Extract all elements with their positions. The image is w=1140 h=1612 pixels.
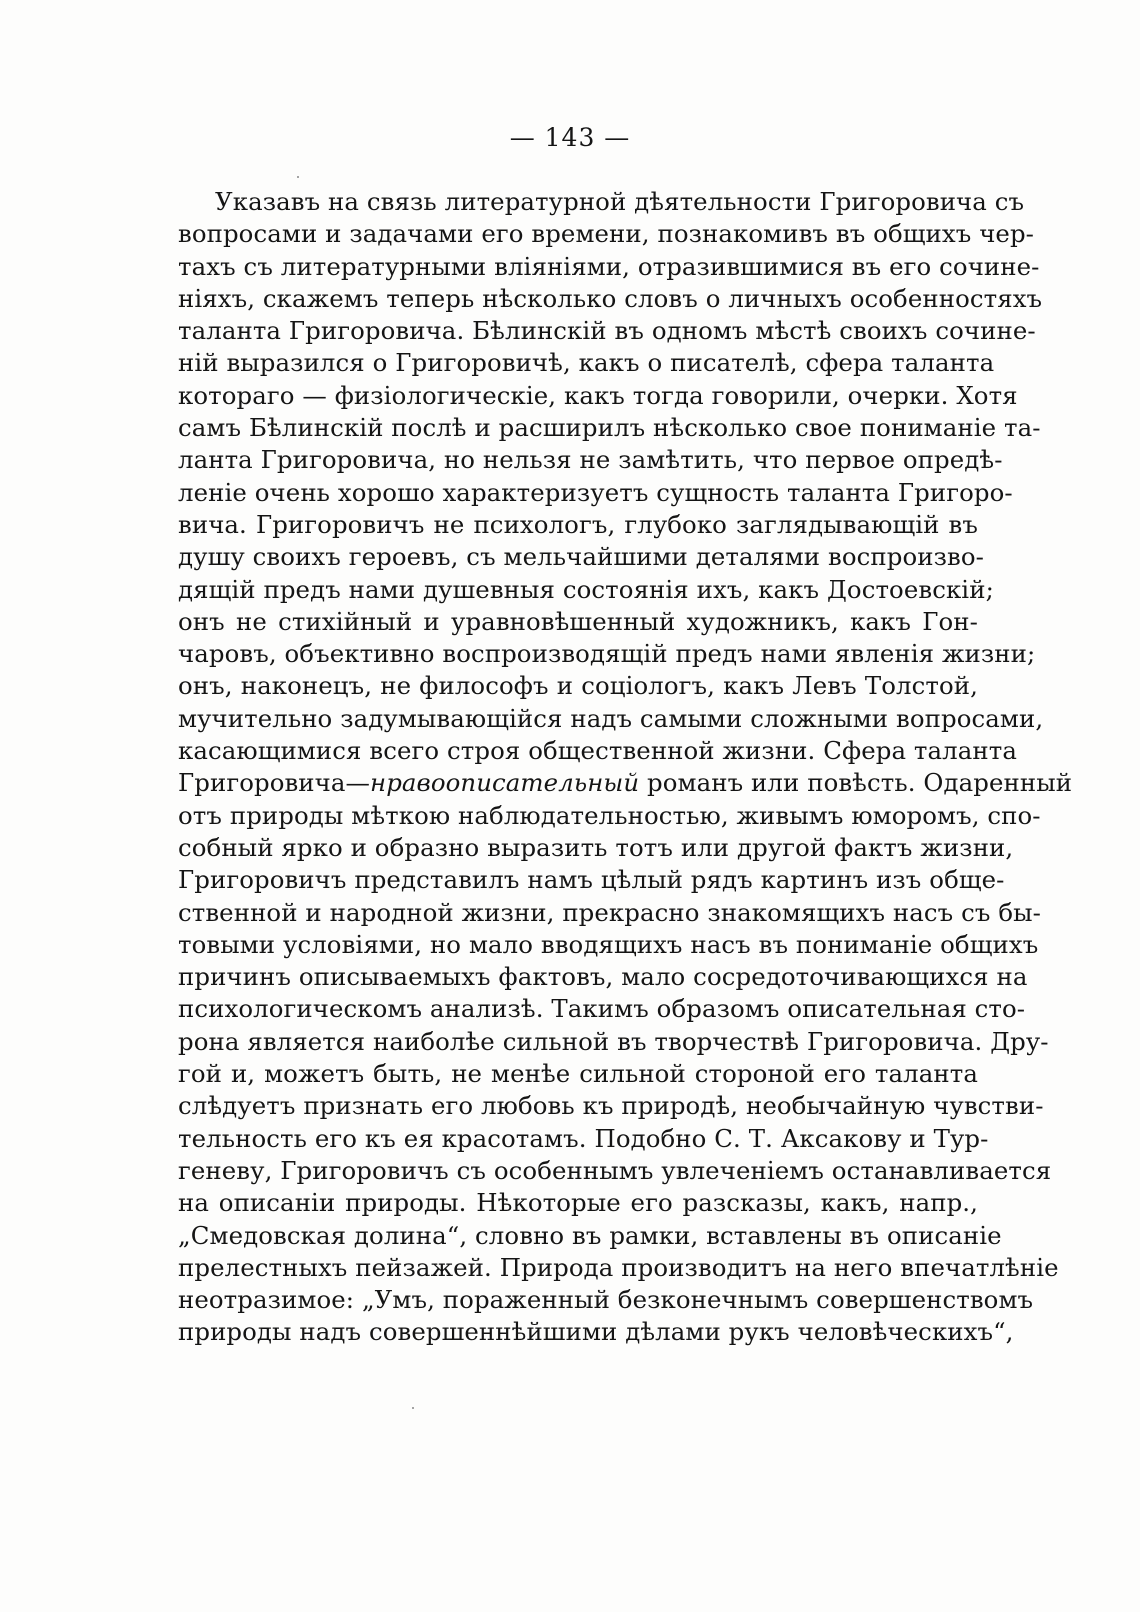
italic-line-before: Григоровича—: [178, 768, 371, 798]
text-line: онъ не стихійный и уравновѣшенный художникъ, какъ Гон-: [178, 606, 978, 636]
text-line: ственной и народной жизни, прекрасно знакомящихъ насъ съ бы-: [178, 897, 1042, 927]
text-line: вича. Григоровичъ не психологъ, глубоко заглядывающій въ: [178, 509, 978, 539]
text-line: слѣдуетъ признать его любовь къ природѣ, необычайную чувстви-: [178, 1091, 1044, 1121]
text-line: касающимися всего строя общественной жизни. Сфера таланта: [178, 736, 1017, 766]
text-line: онъ, наконецъ, не философъ и соціологъ, какъ Левъ Толстой,: [178, 671, 978, 701]
text-line: тельность его къ ея красотамъ. Подобно С. Т. Аксакову и Тур-: [178, 1123, 989, 1153]
text-line-with-italic: [178, 767, 1073, 799]
page-number: — 143 —: [509, 123, 631, 152]
text-line: тахъ съ литературными вліяніями, отразившимися въ его сочине-: [178, 251, 1040, 281]
text-line: самъ Бѣлинскій послѣ и расширилъ нѣсколько свое пониманіе та-: [178, 413, 1041, 443]
text-line: леніе очень хорошо характеризуетъ сущность таланта Григоро-: [178, 477, 1013, 507]
text-line: чаровъ, объективно воспроизводящій предъ нами явленія жизни;: [178, 639, 1036, 669]
text-line: Указавъ на связь литературной дѣятельности Григоровича съ: [215, 187, 1025, 216]
text-line: Григоровичъ представилъ намъ цѣлый рядъ картинъ изъ обще-: [178, 865, 1005, 895]
text-line: мучительно задумывающійся надъ самыми сложными вопросами,: [178, 703, 1044, 733]
text-line: гой и, можетъ быть, не менѣе сильной стороной его таланта: [178, 1059, 978, 1089]
text-line: собный ярко и образно выразить тотъ или другой фактъ жизни,: [178, 832, 1014, 862]
text-line: геневу, Григоровичъ съ особеннымъ увлеченіемъ останавливается: [178, 1155, 1052, 1185]
text-line: вопросами и задачами его времени, познакомивъ въ общихъ чер-: [178, 219, 1035, 249]
text-line: рона является наиболѣе сильной въ творчествѣ Григоровича. Дру-: [178, 1026, 1049, 1056]
text-line: таланта Григоровича. Бѣлинскій въ одномъ мѣстѣ своихъ сочине-: [178, 316, 1036, 346]
text-line: „Смедовская долина“, словно въ рамки, вставлены въ описаніе: [178, 1220, 1002, 1250]
text-line: неотразимое: „Умъ, пораженный безконечнымъ совершенствомъ: [178, 1285, 1034, 1315]
italic-term: нравоописательный: [370, 768, 640, 798]
text-line: товыми условіями, но мало вводящихъ насъ въ пониманіе общихъ: [178, 929, 1039, 959]
text-line: отъ природы мѣткою наблюдательностью, живымъ юморомъ, спо-: [178, 800, 1041, 830]
body-text: [178, 186, 1073, 1349]
text-line: причинъ описываемыхъ фактовъ, мало сосредоточивающихся на: [178, 962, 1028, 992]
text-line: ланта Григоровича, но нельзя не замѣтить, что первое опредѣ-: [178, 445, 1003, 475]
text-line: дящій предъ нами душевныя состоянія ихъ, какъ Достоевскій;: [178, 574, 994, 604]
text-line: душу своихъ героевъ, съ мельчайшими деталями воспроизво-: [178, 542, 984, 572]
text-line: психологическомъ анализѣ. Такимъ образомъ описательная сто-: [178, 994, 1026, 1024]
text-line: ніяхъ, скажемъ теперь нѣсколько словъ о личныхъ особенностяхъ: [178, 283, 1043, 313]
text-line: котораго — физіологическіе, какъ тогда говорили, очерки. Хотя: [178, 380, 1018, 410]
scan-speck: [297, 176, 299, 178]
text-line: природы надъ совершеннѣйшими дѣлами рукъ человѣческихъ“,: [178, 1317, 1014, 1347]
italic-line-after: романъ или повѣсть. Одаренный: [639, 768, 1073, 798]
text-line: прелестныхъ пейзажей. Природа производитъ на него впечатлѣніе: [178, 1252, 1059, 1282]
text-line: на описаніи природы. Нѣкоторые его разсказы, какъ, напр.,: [178, 1188, 978, 1218]
text-line: ній выразился о Григоровичѣ, какъ о писателѣ, сфера таланта: [178, 348, 995, 378]
scan-speck: [412, 1407, 414, 1409]
